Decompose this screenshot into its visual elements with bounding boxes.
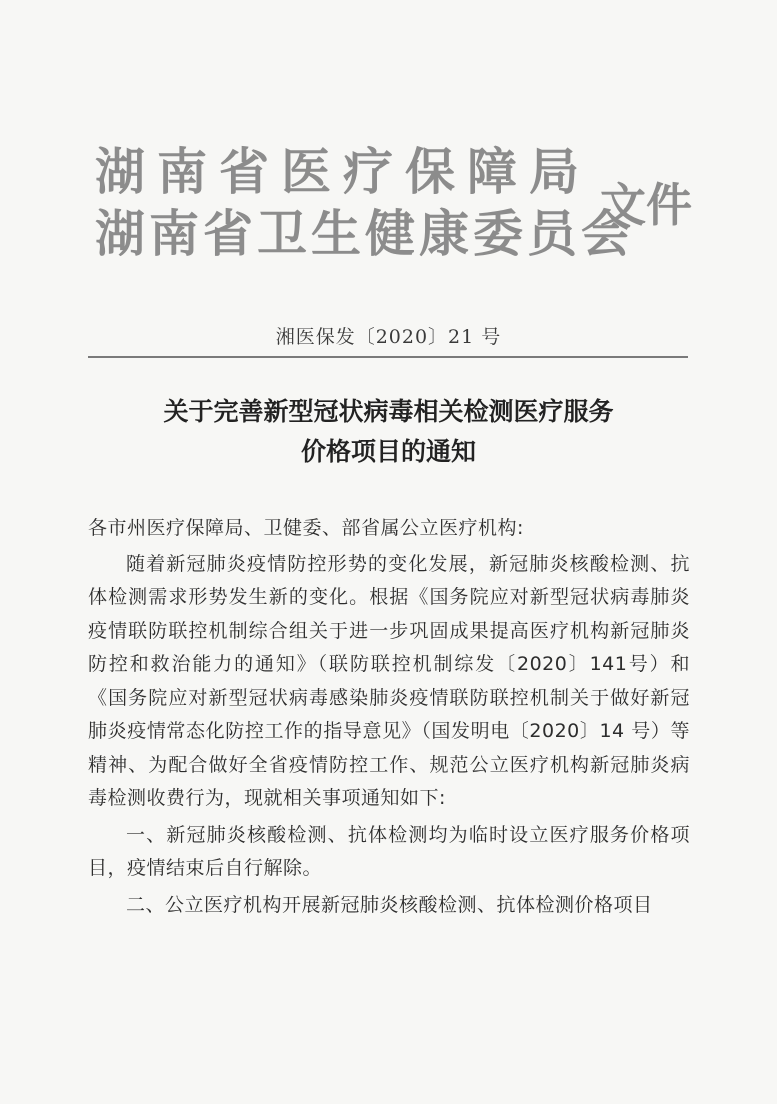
document-body (88, 512, 690, 925)
issuer-name-1: 湖南省医疗保障局 (95, 143, 591, 201)
document-number: 湘医保发〔2020〕21 号 (275, 326, 502, 348)
document-title (0, 392, 777, 472)
body-paragraph: 一、新冠肺炎核酸检测、抗体检测均为临时设立医疗服务价格项目，疫情结束后自行解除。 (88, 823, 690, 879)
issuer-header (95, 142, 735, 282)
body-paragraph: 随着新冠肺炎疫情防控形势的变化发展，新冠肺炎核酸检测、抗体检测需求形势发生新的变化。根据《国务院应对新型冠状病毒肺炎疫情联防联控机制综合组关于进一步巩固成果提高医疗机构新冠肺炎防控和救治能力的通知》（联防联控机制综发〔2020〕141号）和《国务院应对新型冠状病毒感染肺炎疫情联防联控机制关于做好新冠肺炎疫情常态化防控工作的指导意见》（国发明电〔2020〕14 号）等精神、为配合做好全省疫情防控工作、规范公立医疗机构新冠肺炎病毒检测收费行为，现就相关事项通知如下: (88, 552, 690, 809)
body-paragraph: 二、公立医疗机构开展新冠肺炎核酸检测、抗体检测价格项目 (126, 893, 653, 916)
issuer-name-2: 湖南省卫生健康委员会 (95, 205, 635, 263)
addressee: 各市州医疗保障局、卫健委、部省属公立医疗机构: (88, 517, 524, 539)
issuer-suffix: 文件 (600, 178, 692, 232)
document-title-line-2: 价格项目的通知 (300, 437, 476, 466)
header-divider (88, 356, 688, 358)
document-title-line-1: 关于完善新型冠状病毒相关检测医疗服务 (163, 397, 614, 426)
